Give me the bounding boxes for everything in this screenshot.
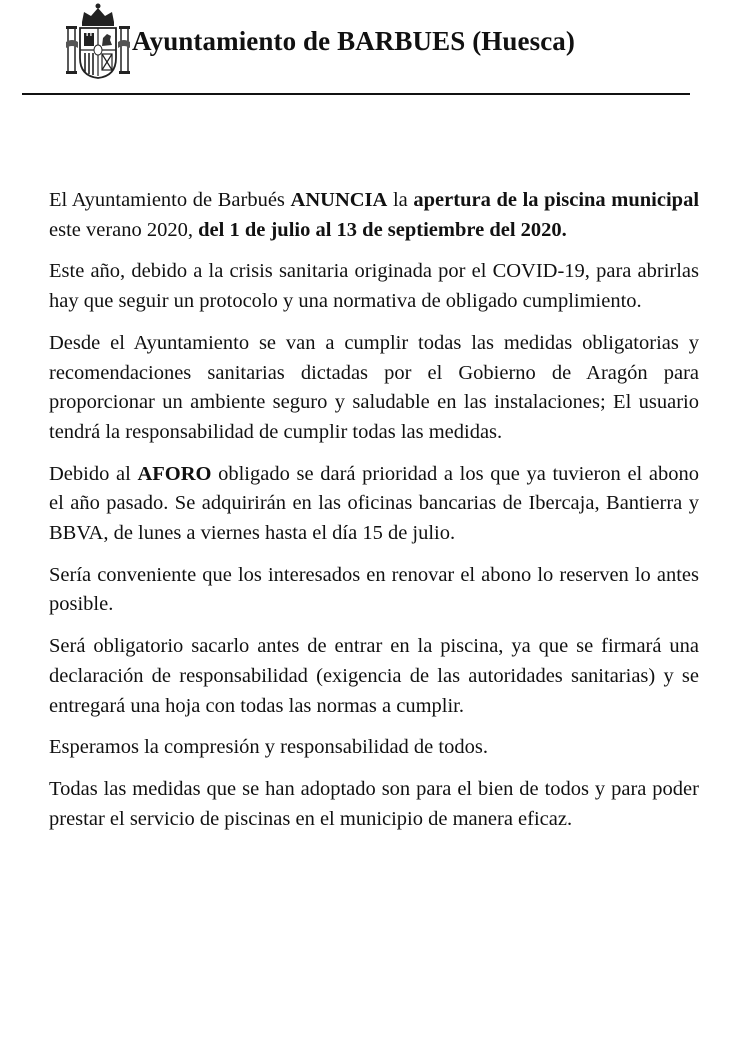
text-segment: la — [387, 189, 414, 211]
paragraph-measures: Desde el Ayuntamiento se van a cumplir todas las medidas obligatorias y recomendaciones sanitarias dictadas por el Gobierno de Aragón para proporcionar un ambiente seguro y saludable en las instalaciones; El usuario tendrá la responsabilidad de cumplir todas las medidas. — [49, 331, 699, 443]
paragraph-thanks: Esperamos la compresión y responsabilidad de todos. — [49, 736, 488, 759]
bold-segment: AFORO — [137, 462, 212, 485]
paragraph-opening — [49, 186, 699, 245]
paragraph-covid: Este año, debido a la crisis sanitaria originada por el COVID-19, para abrirlas hay que seguir un protocolo y una normativa de obligado cumplimiento. — [49, 260, 699, 313]
letterhead — [0, 0, 750, 100]
header-divider — [22, 93, 690, 95]
paragraph-mandatory: Será obligatorio sacarlo antes de entrar en la piscina, ya que se firmará una declaración de responsabilidad (exigencia de las autoridades sanitarias) y se entregará una hoja con todas las normas a cumplir. — [49, 635, 699, 717]
paragraph-closing: Todas las medidas que se han adoptado son para el bien de todos y para poder prestar el servicio de piscinas en el municipio de manera eficaz. — [49, 777, 699, 830]
paragraph-aforo — [49, 460, 699, 549]
text-segment: Debido al — [49, 462, 138, 485]
bold-segment: apertura de la piscina municipal — [413, 189, 700, 211]
text-segment: El Ayuntamiento de Barbués — [49, 189, 291, 211]
text-segment: obligado se dará prioridad a los que ya tuvieron el abono el año pasado. Se adquirirán en las oficinas bancarias de Ibercaja, Bantierra y BBVA, de lunes a viernes hasta el día 15 de julio. — [49, 462, 699, 545]
spanish-coat-of-arms-icon — [64, 2, 132, 80]
paragraph-reserve: Sería conveniente que los interesados en renovar el abono lo reserven lo antes posible. — [49, 563, 699, 616]
bold-segment: ANUNCIA — [290, 189, 388, 211]
bold-segment: del 1 de julio al 13 de septiembre del 2020. — [198, 218, 567, 241]
announcement-body — [49, 186, 699, 846]
page-title: Ayuntamiento de BARBUES (Huesca) — [132, 26, 575, 56]
text-segment: este verano 2020, — [49, 218, 199, 241]
